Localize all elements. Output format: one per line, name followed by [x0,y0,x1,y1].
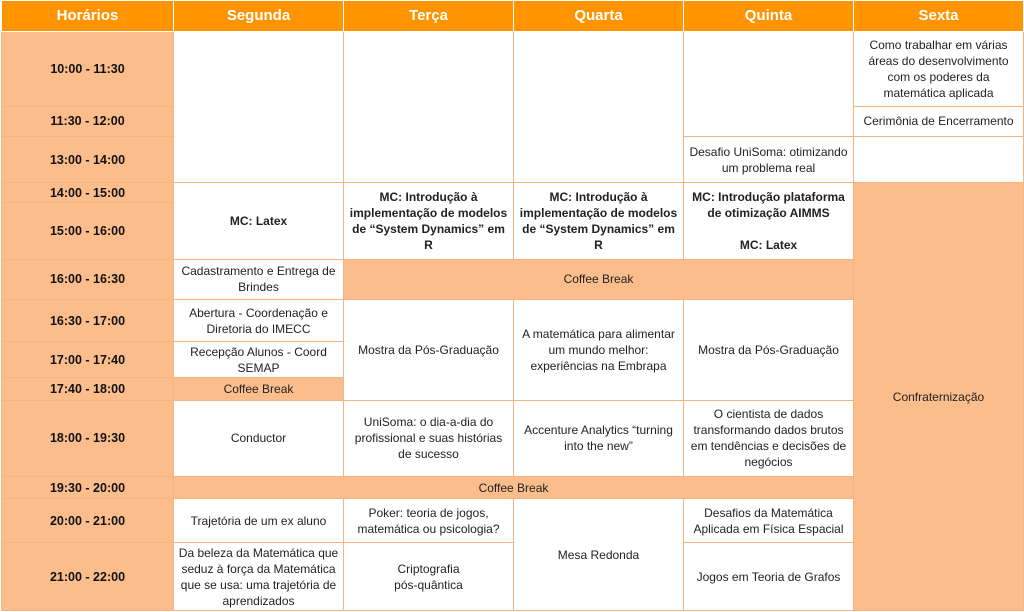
time-slot: 13:00 - 14:00 [2,136,174,182]
event-cell: UniSoma: o dia-a-dia do profissional e suas histórias de sucesso [344,400,514,477]
event-cell: Accenture Analytics “turning into the new” [514,400,684,477]
time-slot: 16:30 - 17:00 [2,299,174,341]
time-slot: 14:00 - 15:00 [2,183,174,203]
time-slot: 10:00 - 11:30 [2,32,174,106]
event-cell: O cientista de dados transformando dados brutos em tendências e decisões de negócios [684,400,854,477]
time-slot: 16:00 - 16:30 [2,259,174,299]
time-slot: 21:00 - 22:00 [2,543,174,611]
event-cell: Mesa Redonda [514,499,684,611]
event-cell [344,543,514,611]
empty-cell [174,32,344,183]
event-line: pós-quântica [394,577,463,592]
table-row [2,32,1024,106]
event-cell: Conductor [174,400,344,477]
event-line: Criptografia [397,561,460,576]
header-horarios: Horários [2,1,174,32]
header-sexta: Sexta [854,1,1024,32]
schedule-table [1,0,1024,611]
event-cell: MC: Latex [174,183,344,259]
event-cell: Confraternização [854,183,1024,611]
event-cell: A matemática para alimentar um mundo melhor: experiências na Embrapa [514,299,684,400]
header-terca: Terça [344,1,514,32]
event-cell: Como trabalhar em várias áreas do desenvolvimento com os poderes da matemática aplicada [854,32,1024,106]
event-cell: Trajetória de um ex aluno [174,499,344,543]
event-cell: Jogos em Teoria de Grafos [684,543,854,611]
empty-cell [344,32,514,183]
time-slot: 19:30 - 20:00 [2,477,174,499]
event-cell: Cadastramento e Entrega de Brindes [174,259,344,299]
time-slot: 11:30 - 12:00 [2,106,174,136]
time-slot: 20:00 - 21:00 [2,499,174,543]
event-cell: MC: Introdução à implementação de modelos de “System Dynamics” em R [514,183,684,259]
event-cell: Mostra da Pós-Graduação [344,299,514,400]
spacer [687,221,850,237]
header-quarta: Quarta [514,1,684,32]
event-cell: Da beleza da Matemática que seduz à força da Matemática que se usa: uma trajetória de aprendizados [174,543,344,611]
event-cell: Recepção Alunos - Coord SEMAP [174,342,344,378]
event-cell: Abertura - Coordenação e Diretoria do IMECC [174,299,344,341]
header-segunda: Segunda [174,1,344,32]
time-slot: 18:00 - 19:30 [2,400,174,477]
time-slot: 15:00 - 16:00 [2,203,174,259]
event-cell: Poker: teoria de jogos, matemática ou psicologia? [344,499,514,543]
event-line: MC: Latex [739,237,798,252]
event-cell: Desafios da Matemática Aplicada em Física Espacial [684,499,854,543]
event-line: MC: Introdução plataforma de otimização AIMMS [692,189,845,220]
coffee-break-cell: Coffee Break [344,259,854,299]
coffee-break-cell: Coffee Break [174,477,854,499]
coffee-break-cell: Coffee Break [174,378,344,400]
header-row [2,1,1024,32]
time-slot: 17:40 - 18:00 [2,378,174,400]
event-cell: Mostra da Pós-Graduação [684,299,854,400]
table-row [2,183,1024,203]
event-cell: MC: Introdução à implementação de modelos de “System Dynamics” em R [344,183,514,259]
time-slot: 17:00 - 17:40 [2,342,174,378]
event-cell: Cerimônia de Encerramento [854,106,1024,136]
empty-cell [684,32,854,137]
event-cell [684,183,854,259]
event-cell: Desafio UniSoma: otimizando um problema real [684,136,854,182]
empty-cell [514,32,684,183]
empty-cell [854,136,1024,182]
header-quinta: Quinta [684,1,854,32]
